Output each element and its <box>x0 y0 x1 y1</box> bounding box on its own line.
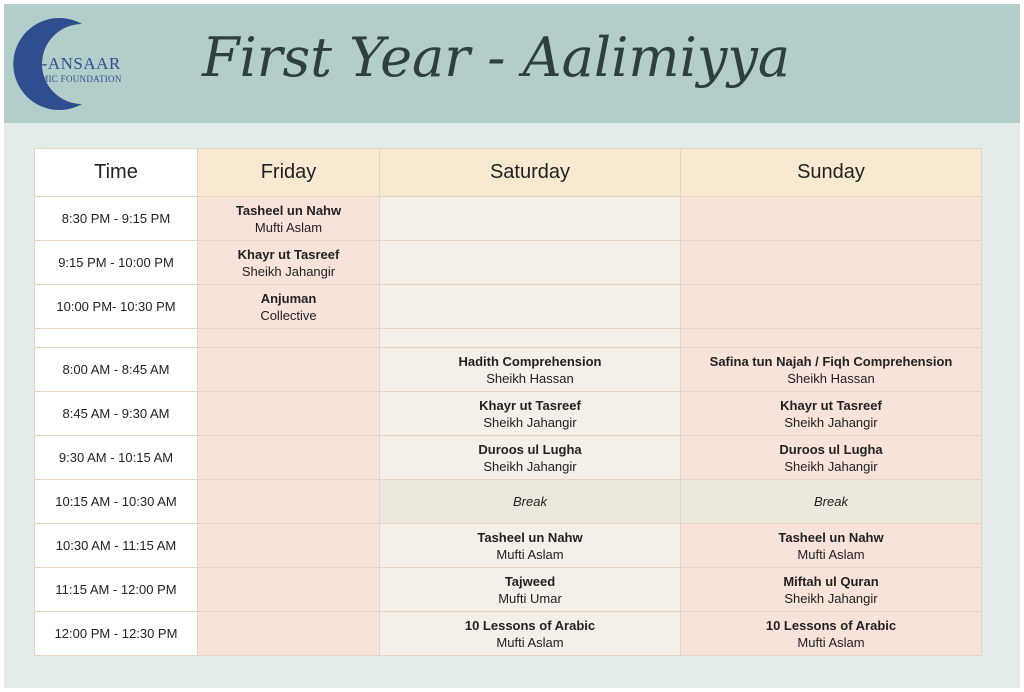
sunday-cell <box>681 392 982 436</box>
table-row <box>35 612 982 656</box>
table-row <box>35 524 982 568</box>
column-header-saturday: Saturday <box>380 149 681 197</box>
table-row <box>35 241 982 285</box>
table-row <box>35 285 982 329</box>
friday-cell <box>198 392 380 436</box>
table-row <box>35 480 982 524</box>
teacher-name: Mufti Aslam <box>254 219 323 235</box>
friday-cell <box>198 524 380 568</box>
table-header-row <box>35 149 982 197</box>
friday-cell <box>198 329 380 348</box>
time-cell: 12:00 PM - 12:30 PM <box>35 612 198 656</box>
course-name: Anjuman <box>260 290 317 306</box>
time-cell: 9:15 PM - 10:00 PM <box>35 241 198 285</box>
friday-cell <box>198 480 380 524</box>
sunday-cell <box>681 329 982 348</box>
page-title: First Year - Aalimiyya <box>202 26 791 89</box>
course-name: Khayr ut Tasreef <box>479 397 581 413</box>
sunday-cell <box>681 612 982 656</box>
teacher-name: Mufti Aslam <box>496 546 564 562</box>
teacher-name: Sheikh Jahangir <box>241 263 336 279</box>
spacer-row <box>35 329 982 348</box>
sunday-cell <box>681 241 982 285</box>
time-cell: 11:15 AM - 12:00 PM <box>35 568 198 612</box>
column-header-friday: Friday <box>198 149 380 197</box>
saturday-cell <box>380 568 681 612</box>
sunday-cell <box>681 197 982 241</box>
table-row <box>35 436 982 480</box>
sunday-cell <box>681 480 982 524</box>
time-cell: 8:30 PM - 9:15 PM <box>35 197 198 241</box>
friday-cell <box>198 612 380 656</box>
page-header <box>4 4 1020 123</box>
column-header-sunday: Sunday <box>681 149 982 197</box>
friday-cell <box>198 436 380 480</box>
sunday-cell <box>681 524 982 568</box>
saturday-cell <box>380 329 681 348</box>
time-cell: 10:15 AM - 10:30 AM <box>35 480 198 524</box>
time-cell: 8:00 AM - 8:45 AM <box>35 348 198 392</box>
table-row <box>35 568 982 612</box>
saturday-cell <box>380 480 681 524</box>
logo-name: AL-ANSAAR <box>18 54 121 73</box>
friday-cell <box>198 348 380 392</box>
course-name: Duroos ul Lugha <box>779 441 883 457</box>
course-name: Miftah ul Quran <box>783 573 879 589</box>
teacher-name: Sheikh Jahangir <box>483 414 577 430</box>
friday-cell <box>198 197 380 241</box>
sunday-cell <box>681 568 982 612</box>
friday-cell <box>198 241 380 285</box>
saturday-cell <box>380 524 681 568</box>
table-row <box>35 197 982 241</box>
course-name: Safina tun Najah / Fiqh Comprehension <box>709 353 953 369</box>
course-name: Tasheel un Nahw <box>778 529 884 545</box>
course-name: Tajweed <box>504 573 556 589</box>
logo-subtitle: ISLAMIC FOUNDATION <box>19 74 122 84</box>
teacher-name: Mufti Umar <box>498 590 562 606</box>
course-name: Khayr ut Tasreef <box>780 397 882 413</box>
course-name: Tasheel un Nahw <box>477 529 583 545</box>
table-row <box>35 392 982 436</box>
schedule-body <box>35 197 982 656</box>
saturday-cell <box>380 612 681 656</box>
time-cell <box>35 329 198 348</box>
teacher-name: Sheikh Jahangir <box>483 458 577 474</box>
friday-cell <box>198 568 380 612</box>
time-cell: 10:00 PM- 10:30 PM <box>35 285 198 329</box>
teacher-name: Mufti Aslam <box>496 634 564 650</box>
saturday-cell <box>380 285 681 329</box>
course-name: 10 Lessons of Arabic <box>464 617 596 633</box>
teacher-name: Sheikh Hassan <box>486 370 574 386</box>
teacher-name: Sheikh Hassan <box>787 370 875 386</box>
schedule-table <box>34 148 982 656</box>
sunday-cell <box>681 285 982 329</box>
sunday-cell <box>681 436 982 480</box>
break-label: Break <box>513 494 547 509</box>
course-name: Hadith Comprehension <box>458 353 602 369</box>
break-label: Break <box>814 494 848 509</box>
teacher-name: Mufti Aslam <box>797 546 865 562</box>
sunday-cell <box>681 348 982 392</box>
table-row <box>35 348 982 392</box>
time-cell: 10:30 AM - 11:15 AM <box>35 524 198 568</box>
time-cell: 8:45 AM - 9:30 AM <box>35 392 198 436</box>
course-name: Khayr ut Tasreef <box>237 246 340 262</box>
time-cell: 9:30 AM - 10:15 AM <box>35 436 198 480</box>
teacher-name: Mufti Aslam <box>797 634 865 650</box>
teacher-name: Sheikh Jahangir <box>784 590 878 606</box>
foundation-logo <box>4 18 144 110</box>
course-name: Tasheel un Nahw <box>235 202 342 218</box>
teacher-name: Collective <box>260 307 317 323</box>
saturday-cell <box>380 197 681 241</box>
saturday-cell <box>380 436 681 480</box>
course-name: 10 Lessons of Arabic <box>765 617 897 633</box>
saturday-cell <box>380 392 681 436</box>
saturday-cell <box>380 348 681 392</box>
column-header-time: Time <box>35 149 198 197</box>
course-name: Duroos ul Lugha <box>478 441 582 457</box>
saturday-cell <box>380 241 681 285</box>
teacher-name: Sheikh Jahangir <box>784 414 878 430</box>
teacher-name: Sheikh Jahangir <box>784 458 878 474</box>
friday-cell <box>198 285 380 329</box>
